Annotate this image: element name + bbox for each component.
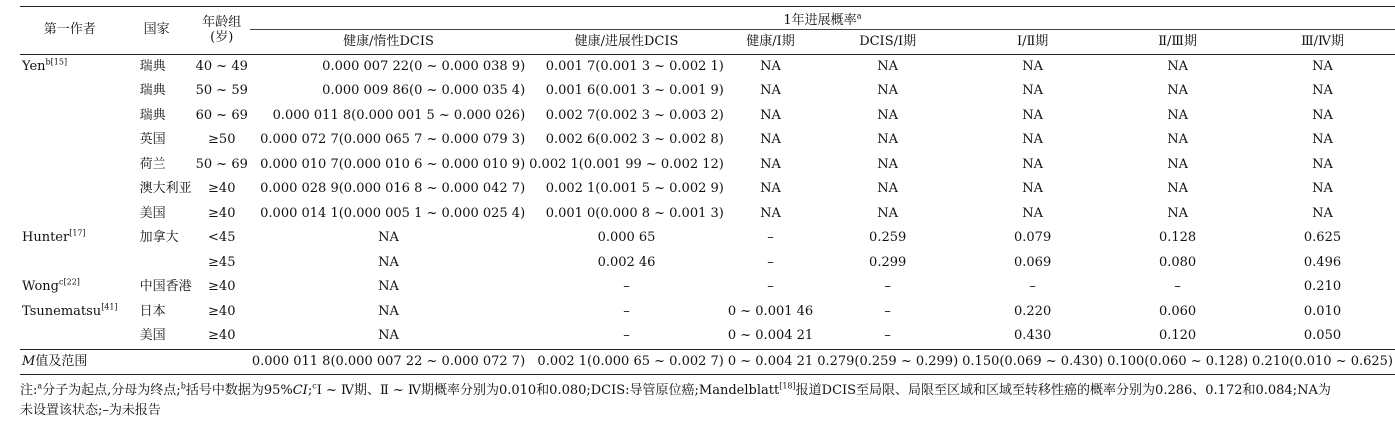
value-cell: NA	[1022, 156, 1043, 172]
value-cell: 0.000 011 8(0.000 001 5 ~ 0.000 026)	[272, 107, 526, 123]
country-cell: 英国	[139, 132, 166, 148]
value-cell: NA	[760, 181, 781, 197]
value-cell: 0.000 010 7(0.000 010 6 ~ 0.000 010 9)	[260, 156, 526, 172]
age-cell: <45	[208, 230, 236, 246]
value-cell: 0.002 1(0.001 5 ~ 0.002 9)	[545, 181, 724, 197]
value-cell: 0.430	[1014, 328, 1052, 344]
author-cell: Wong$^{c[22]}$	[22, 277, 80, 295]
value-cell: 0.079	[1014, 230, 1052, 246]
author-cell: Tsunematsu[41]	[22, 302, 118, 319]
value-cell: 0.002 46	[597, 254, 656, 270]
value-cell: 0.001 6(0.001 3 ~ 0.001 9)	[545, 83, 724, 99]
value-cell: 0.128	[1158, 230, 1197, 246]
value-cell: NA	[877, 156, 899, 172]
age-cell: ≥40	[208, 205, 236, 221]
value-cell: 0.299	[869, 254, 907, 270]
value-cell: NA	[1312, 107, 1333, 123]
progression-probability-table	[20, 6, 1395, 375]
value-cell: 0.069	[1014, 254, 1052, 270]
value-cell: –	[884, 328, 891, 344]
value-cell: NA	[1167, 107, 1188, 123]
table-row	[20, 325, 1395, 350]
value-cell: –	[623, 303, 630, 319]
age-cell: 40 ~ 49	[194, 55, 250, 80]
value-cell: 0.000 014 1(0.000 005 1 ~ 0.000 025 4)	[260, 205, 526, 221]
value-cell: NA	[760, 205, 781, 221]
table-row	[20, 129, 1395, 154]
table-row	[20, 227, 1395, 252]
value-cell: NA	[1312, 156, 1333, 172]
value-cell: NA	[1105, 55, 1250, 80]
value-cell: NA	[760, 83, 781, 99]
value-cell: NA	[1167, 83, 1188, 99]
value-cell: 0.210	[1303, 279, 1342, 295]
value-cell: NA	[1312, 83, 1333, 99]
country-cell: 美国	[139, 205, 166, 221]
value-cell: 0.002 1(0.001 99 ~ 0.002 12)	[529, 156, 724, 172]
value-cell: NA	[1167, 132, 1188, 148]
country-cell: 澳大利亚	[139, 181, 192, 197]
value-cell: 0.000 028 9(0.000 016 8 ~ 0.000 042 7)	[260, 181, 526, 197]
value-cell: 0.625	[1303, 230, 1342, 246]
country-cell	[120, 251, 194, 276]
value-cell: 0 ~ 0.004 21	[727, 328, 814, 344]
value-cell: –	[884, 303, 891, 319]
value-cell: NA	[378, 328, 399, 344]
age-cell: ≥40	[208, 328, 236, 344]
header-progression-probability: 1年进展概率$^a$	[250, 7, 1395, 30]
value-cell: NA	[760, 107, 781, 123]
age-cell: ≥50	[208, 132, 236, 148]
value-cell: NA	[1312, 181, 1333, 197]
value-cell: NA	[1022, 205, 1043, 221]
table-row	[20, 178, 1395, 203]
summary-value: 0.002 1(0.000 65 ~ 0.002 7)	[527, 350, 726, 375]
value-cell: NA	[877, 205, 899, 221]
country-cell: 美国	[139, 328, 166, 344]
header-col-7: Ⅲ/Ⅳ期	[1301, 33, 1344, 49]
table-row	[20, 153, 1395, 178]
value-cell: 0.000 007 22(0 ~ 0.000 038 9)	[250, 55, 527, 80]
summary-value: 0 ~ 0.004 21	[726, 350, 815, 375]
value-cell: –	[1029, 279, 1036, 295]
age-cell: ≥40	[208, 279, 236, 295]
table-row	[20, 202, 1395, 227]
value-cell: –	[1174, 279, 1181, 295]
value-cell: NA	[877, 181, 899, 197]
value-cell: –	[884, 279, 891, 295]
header-author: 第一作者	[20, 7, 120, 55]
author-cell: Hunter[17]	[22, 228, 86, 246]
value-cell: 0.001 0(0.000 8 ~ 0.001 3)	[545, 205, 724, 221]
value-cell: NA	[1312, 132, 1333, 148]
summary-value: 0.150(0.069 ~ 0.430)	[960, 350, 1105, 375]
value-cell: 0.060	[1158, 303, 1197, 319]
value-cell: NA	[877, 107, 899, 123]
header-col-4: DCIS/Ⅰ期	[859, 33, 917, 49]
country-cell: 中国香港	[139, 279, 192, 295]
value-cell: NA	[1167, 156, 1188, 172]
country-cell: 加拿大	[139, 230, 179, 246]
value-cell: NA	[726, 55, 815, 80]
value-cell: –	[623, 279, 630, 295]
value-cell: NA	[1167, 205, 1188, 221]
value-cell: 0.000 009 86(0 ~ 0.000 035 4)	[322, 83, 526, 99]
value-cell: 0 ~ 0.001 46	[727, 303, 814, 319]
summary-value: 0.100(0.060 ~ 0.128)	[1105, 350, 1250, 375]
summary-value: 0.279(0.259 ~ 0.299)	[815, 350, 960, 375]
value-cell: NA	[1022, 107, 1043, 123]
summary-label: M值及范围	[20, 350, 194, 375]
header-col-1: 健康/惰性DCIS	[343, 33, 434, 49]
value-cell: NA	[1022, 181, 1043, 197]
value-cell: 0.080	[1158, 254, 1197, 270]
value-cell: 0.000 65	[597, 230, 656, 246]
value-cell: 0.259	[869, 230, 907, 246]
country-cell: 荷兰	[139, 156, 166, 172]
country-cell: 瑞典	[139, 83, 166, 99]
age-cell: ≥40	[208, 181, 236, 197]
value-cell: NA	[1312, 205, 1333, 221]
age-cell: 60 ~ 69	[195, 107, 248, 123]
value-cell: NA	[1022, 83, 1043, 99]
value-cell: 0.220	[1014, 303, 1052, 319]
age-cell: 50 ~ 59	[195, 83, 248, 99]
header-col-3: 健康/Ⅰ期	[746, 33, 795, 49]
value-cell: 0.496	[1303, 254, 1342, 270]
value-cell: NA	[378, 254, 399, 270]
value-cell: NA	[760, 132, 781, 148]
value-cell: NA	[1250, 55, 1395, 80]
value-cell: NA	[877, 132, 899, 148]
header-age-group: 年龄组 (岁)	[194, 7, 250, 55]
value-cell: NA	[378, 230, 399, 246]
table-row	[20, 300, 1395, 325]
value-cell: NA	[960, 55, 1105, 80]
value-cell: –	[767, 279, 774, 295]
author-cell: Yen$^{b[15]}$	[20, 55, 120, 80]
country-cell: 日本	[139, 303, 166, 319]
country-cell: 瑞典	[120, 55, 194, 80]
header-col-5: Ⅰ/Ⅱ期	[1016, 33, 1049, 49]
table-row	[20, 276, 1395, 301]
value-cell: NA	[877, 83, 899, 99]
value-cell: NA	[378, 303, 399, 319]
value-cell: –	[623, 328, 630, 344]
table-row	[20, 55, 1395, 80]
value-cell: 0.050	[1303, 328, 1342, 344]
value-cell: 0.000 072 7(0.000 065 7 ~ 0.000 079 3)	[260, 132, 526, 148]
header-country: 国家	[120, 7, 194, 55]
summary-value: 0.000 011 8(0.000 007 22 ~ 0.000 072 7)	[250, 350, 527, 375]
value-cell: –	[767, 254, 774, 270]
value-cell: 0.120	[1158, 328, 1197, 344]
value-cell: NA	[1167, 181, 1188, 197]
header-col-2: 健康/进展性DCIS	[574, 33, 679, 49]
age-cell: ≥40	[208, 303, 236, 319]
age-cell: ≥45	[208, 254, 236, 270]
value-cell: 0.010	[1303, 303, 1342, 319]
header-col-6: Ⅱ/Ⅲ期	[1158, 33, 1197, 49]
summary-value: 0.210(0.010 ~ 0.625)	[1250, 350, 1395, 375]
table-footnote: 注:$^a$分子为起点,分母为终点;$^b$括号中数据为95%CI;$^c$Ⅰ ~ Ⅳ期、Ⅱ ~ Ⅳ期概率分别为0.010和0.080;DCIS:导管原位癌;Mandelblatt[18]报道DCIS至局限、局限至区域和区域至转移性癌的概率分别为0.286、0.172和0.084;NA为未设置该状态;–为未报告	[20, 381, 1331, 418]
value-cell: 0.002 6(0.002 3 ~ 0.002 8)	[545, 132, 724, 148]
value-cell: NA	[378, 279, 399, 295]
value-cell: 0.002 7(0.002 3 ~ 0.003 2)	[545, 107, 724, 123]
country-cell: 瑞典	[139, 107, 166, 123]
value-cell: NA	[815, 55, 960, 80]
table-row	[20, 104, 1395, 129]
value-cell: 0.001 7(0.001 3 ~ 0.002 1)	[527, 55, 726, 80]
age-cell: 50 ~ 69	[195, 156, 248, 172]
value-cell: NA	[1022, 132, 1043, 148]
table-row	[20, 251, 1395, 276]
summary-row	[20, 350, 1395, 375]
value-cell: –	[767, 230, 774, 246]
table-row	[20, 80, 1395, 105]
value-cell: NA	[760, 156, 781, 172]
